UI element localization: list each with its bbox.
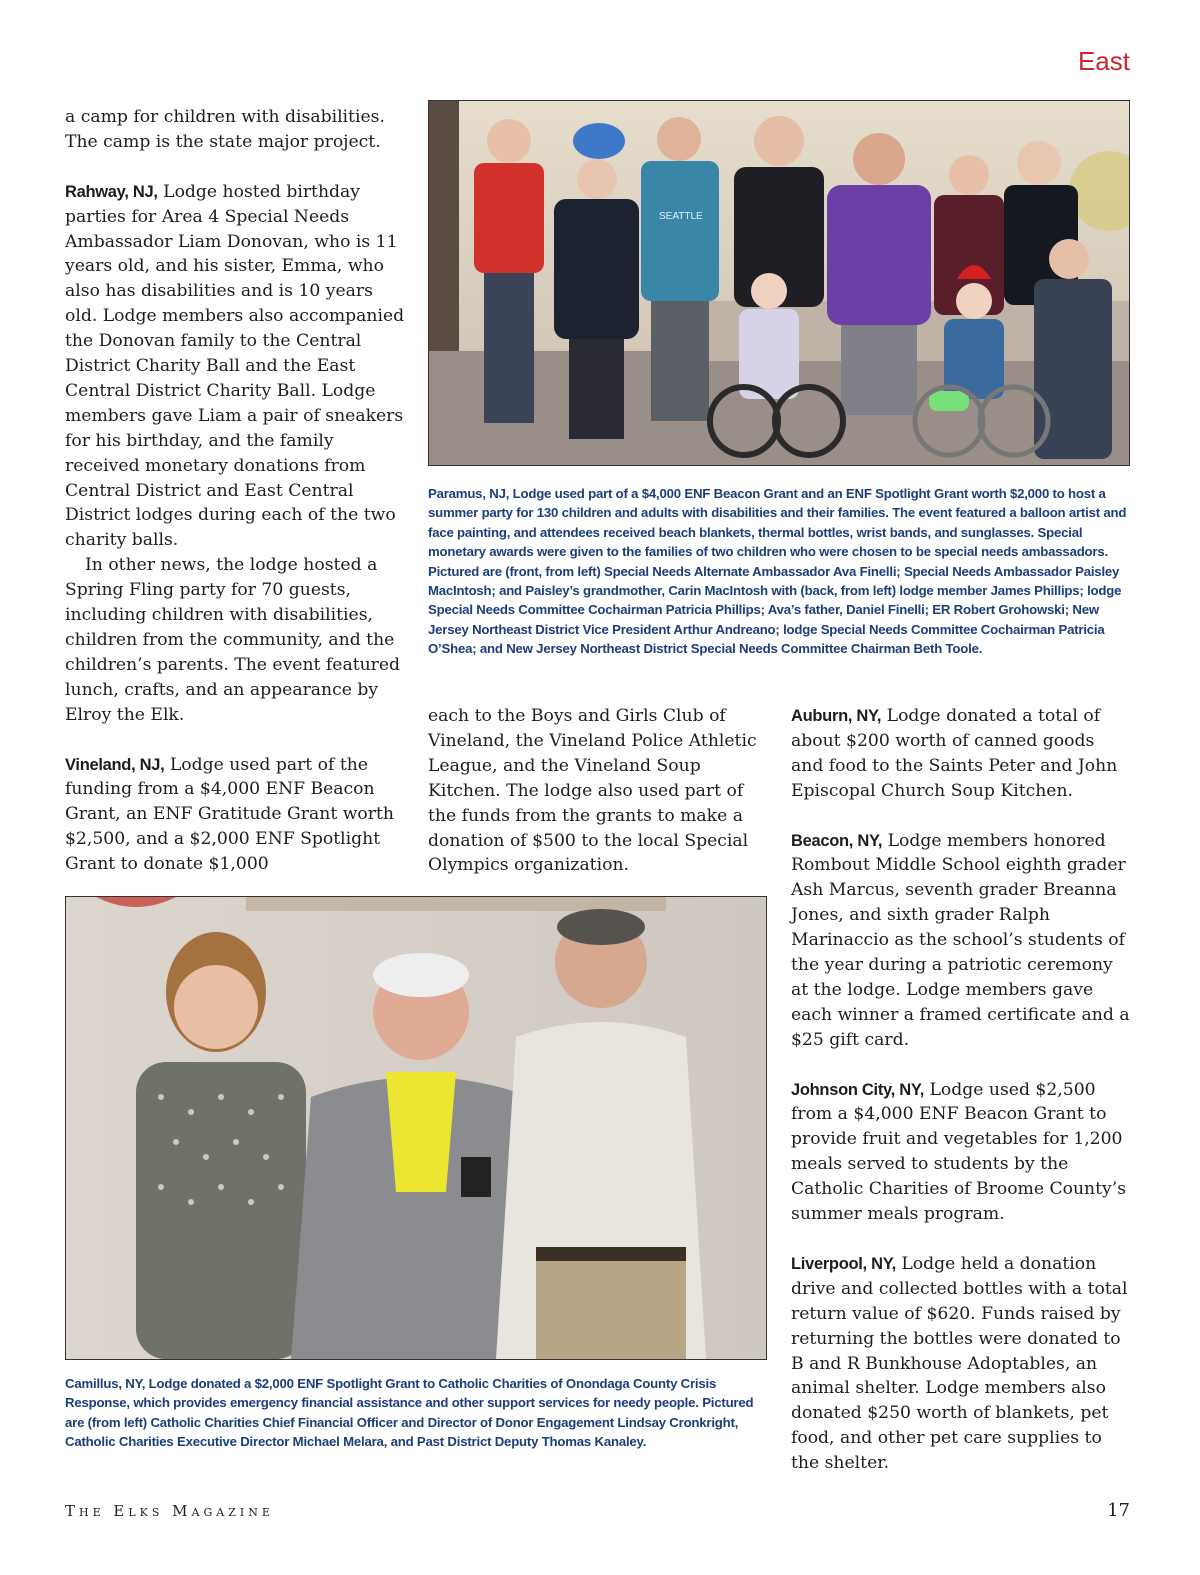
- rahway-text: Lodge hosted birthday parties for Area 4 Special Needs Ambassador Liam Donovan, who is 11 years old, and his sister, Emma, who also has disabilities and is 10 years old. Lodge members also accompanied the Donovan family to the Central District Charity Ball and the East Central District Charity Ball. Lodge members gave Liam a pair of sneakers for his birthday, and the family received monetary donations from Central District and East Central District lodges during each of the two charity balls.: [65, 181, 405, 551]
- vineland-paragraph: [65, 753, 405, 878]
- beacon-text: Lodge members honored Rombout Middle School eighth grader Ash Marcus, seventh grader Breanna Jones, and sixth grader Ralph Marinaccio as the school’s students of the year during a patriotic ceremony at the lodge. Lodge members gave each winner a framed certificate and a $25 gift card.: [791, 830, 1130, 1050]
- article-column-1: [65, 105, 405, 877]
- auburn-paragraph: [791, 704, 1131, 804]
- paramus-caption-text: Lodge used part of a $4,000 ENF Beacon Grant and an ENF Spotlight Grant worth $2,000 to host a summer party for 130 children and adults with disabilities and their families. The event featured a balloon artist and face painting, and attendees received beach blankets, thermal bottles, wrist bands, and sunglasses. Special monetary awards were given to the families of two children who were chosen to be special needs ambassadors. Pictured are (front, from left) Special Needs Alternate Ambassador Ava Finelli; Special Needs Ambassador Paisley MacIntosh; and Paisley’s grandmother, Carin MacIntosh with (back, from left) lodge member James Phillips; lodge Special Needs Committee Cochairman Patricia Phillips; Ava’s father, Daniel Finelli; ER Robert Grohowski; New Jersey Northeast District Vice President Arthur Andreano; lodge Special Needs Committee Cochairman Patricia O’Shea; and New Jersey Northeast District Special Needs Committee Chairman Beth Toole.: [428, 486, 1127, 657]
- section-tag: East: [1077, 46, 1130, 76]
- vineland-continuation: each to the Boys and Girls Club of Vineland, the Vineland Police Athletic League, and the Vineland Soup Kitchen. The lodge also used part of the funds from the grants to make a donation of $500 to the local Special Olympics organization.: [428, 706, 757, 876]
- vineland-dateline: Vineland, NJ,: [65, 755, 165, 774]
- auburn-text: Lodge donated a total of about $200 worth of canned goods and food to the Saints Peter and John Episcopal Church Soup Kitchen.: [791, 706, 1118, 801]
- person-red-shirt: [474, 119, 544, 423]
- johnson-city-text: Lodge used $2,500 from a $4,000 ENF Beacon Grant to provide fruit and vegetables for 1,200 meals served to students by the Catholic Charities of Broome County’s summer meals program.: [791, 1079, 1127, 1225]
- auburn-dateline: Auburn, NY,: [791, 707, 882, 725]
- liverpool-paragraph: [791, 1252, 1131, 1476]
- johnson-city-dateline: Johnson City, NY,: [791, 1080, 925, 1099]
- rahway-paragraph-2: In other news, the lodge hosted a Spring Fling party for 70 guests, including children with disabilities, children from the community, and the children’s parents. The event featured lunch, crafts, and an appearance by Elroy the Elk.: [65, 555, 401, 725]
- vineland-text: Lodge used part of the funding from a $4,000 ENF Beacon Grant, an ENF Gratitude Grant worth $2,500, and a $2,000 ENF Spotlight Grant to donate $1,000: [65, 754, 394, 875]
- camillus-caption-text: Lodge donated a $2,000 ENF Spotlight Grant to Catholic Charities of Onondaga County Crisis Response, which provides emergency financial assistance and other support services for needy people. Pictured are (from left) Catholic Charities Chief Financial Officer and Director of Donor Engagement Lindsay Cronkright, Catholic Charities Executive Director Michael Melara, and Past District Deputy Thomas Kanaley.: [65, 1376, 754, 1450]
- paramus-photo-illustration: [429, 101, 1129, 465]
- camillus-photo: [65, 896, 767, 1360]
- camillus-caption-lead: Camillus, NY,: [65, 1376, 146, 1391]
- rahway-dateline: Rahway, NJ,: [65, 182, 158, 201]
- camp-paragraph: a camp for children with disabilities. The camp is the state major project.: [65, 107, 385, 152]
- paramus-caption: [428, 484, 1128, 659]
- page-number: 17: [1107, 1500, 1130, 1521]
- camillus-photo-illustration: [66, 897, 766, 1359]
- paramus-caption-lead: Paramus, NJ,: [428, 486, 510, 501]
- liverpool-text: Lodge held a donation drive and collected bottles with a total return value of $620. Funds raised by returning the bottles were donated to B and R Bunkhouse Adoptables, an animal shelter. Lodge members also donated $250 worth of blankets, pet food, and other pet care supplies to the shelter.: [791, 1253, 1128, 1474]
- shirt-text: SEATTLE: [659, 211, 703, 222]
- beacon-paragraph: [791, 829, 1131, 1053]
- person-blue-shirt: [641, 117, 719, 421]
- johnson-city-paragraph: [791, 1078, 1131, 1227]
- liverpool-dateline: Liverpool, NY,: [791, 1254, 896, 1273]
- magazine-title: The Elks Magazine: [65, 1502, 274, 1520]
- rahway-paragraph: [65, 180, 405, 554]
- beacon-dateline: Beacon, NY,: [791, 831, 883, 850]
- camillus-caption: [65, 1374, 765, 1452]
- article-column-2: [428, 704, 764, 878]
- paramus-photo: [428, 100, 1130, 466]
- article-column-3: [791, 704, 1131, 1476]
